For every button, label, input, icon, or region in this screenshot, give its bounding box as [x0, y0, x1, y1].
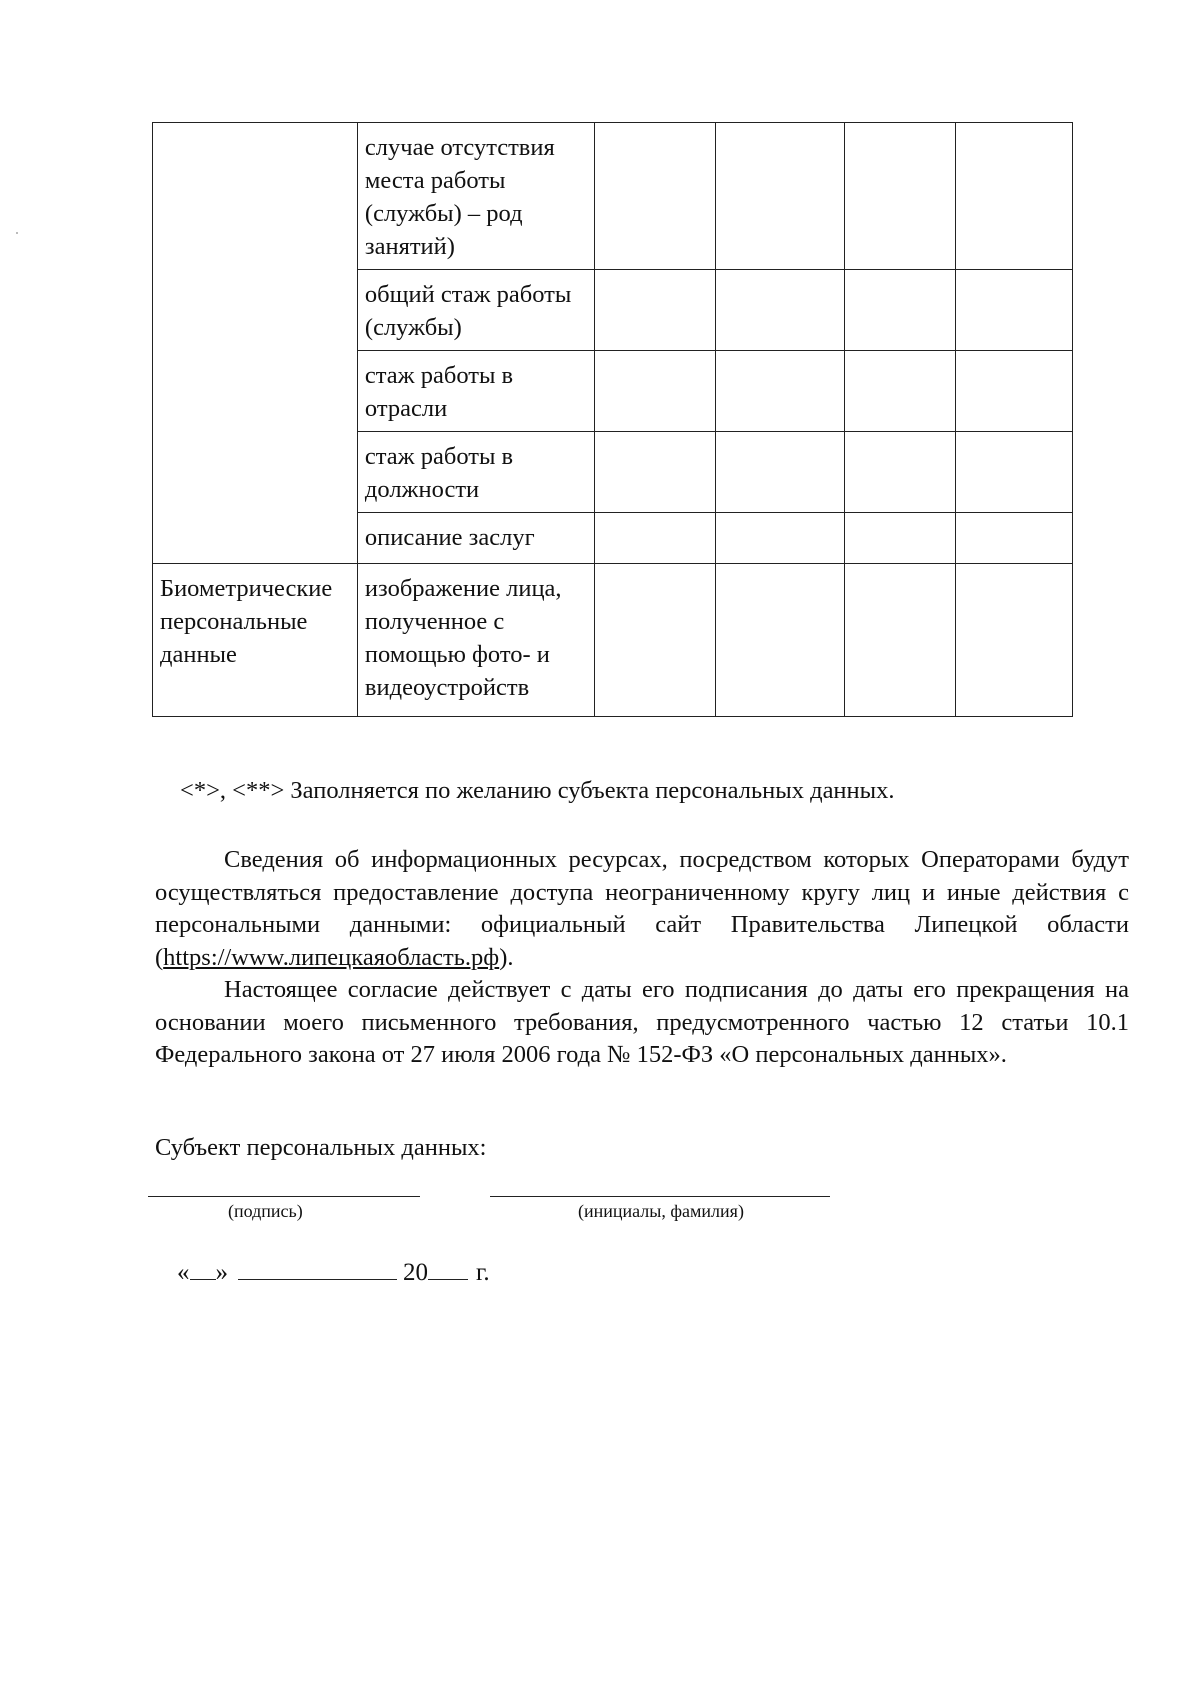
year-suffix: г.: [476, 1259, 490, 1286]
open-quote: «: [177, 1259, 190, 1286]
value-cell: [715, 270, 844, 351]
paragraph-text-end: ).: [499, 943, 514, 971]
paragraph-info-resources: [155, 844, 1129, 974]
footnote: <*>, <**> Заполняется по желанию субъекта персональных данных.: [180, 777, 895, 804]
value-cell: [956, 513, 1073, 564]
field-cell: общий стаж работы (службы): [357, 270, 594, 351]
value-cell: [956, 123, 1073, 270]
value-cell: [594, 123, 715, 270]
website-link[interactable]: https://www.липецкаяобласть.рф: [163, 943, 500, 971]
field-cell: стаж работы в должности: [357, 432, 594, 513]
value-cell: [594, 564, 715, 717]
close-quote: »: [215, 1259, 228, 1286]
value-cell: [594, 351, 715, 432]
value-cell: [956, 432, 1073, 513]
subject-label: Субъект персональных данных:: [155, 1134, 487, 1161]
value-cell: [715, 432, 844, 513]
value-cell: [844, 564, 955, 717]
value-cell: [956, 270, 1073, 351]
value-cell: [844, 432, 955, 513]
value-cell: [594, 432, 715, 513]
field-cell: случае отсутствия места работы (службы) – род занятий): [357, 123, 594, 270]
value-cell: [715, 564, 844, 717]
name-line: [490, 1196, 830, 1197]
value-cell: [956, 564, 1073, 717]
field-cell: изображение лица, полученное с помощью фото- и видеоустройств: [357, 564, 594, 717]
paragraph-consent-validity: [155, 974, 1129, 1072]
paragraph-text: Сведения об информационных ресурсах, посредством которых Операторами будут осуществляться предоставление доступа неограниченному кругу лиц и иные действия с персональными данными: официальный сайт Правительства Липецкой области (: [155, 846, 1129, 971]
value-cell: [844, 270, 955, 351]
value-cell: [715, 123, 844, 270]
field-cell: стаж работы в отрасли: [357, 351, 594, 432]
category-cell: Биометрические персональные данные: [153, 564, 358, 717]
table-row: [153, 564, 1073, 717]
personal-data-table: [152, 122, 1073, 717]
month-blank: [238, 1257, 397, 1280]
category-cell: [153, 123, 358, 564]
value-cell: [594, 513, 715, 564]
scan-speck: [16, 232, 18, 234]
paragraph-text: Настоящее согласие действует с даты его подписания до даты его прекращения на основании моего письменного требования, предусмотренного частью 12 статьи 10.1 Федерального закона от 27 июля 2006 года № 152-ФЗ «О персональных данных».: [155, 976, 1129, 1068]
signature-caption: (подпись): [228, 1201, 303, 1221]
year-prefix: 20: [403, 1259, 428, 1286]
value-cell: [715, 351, 844, 432]
value-cell: [844, 123, 955, 270]
value-cell: [844, 513, 955, 564]
value-cell: [844, 351, 955, 432]
name-caption: (инициалы, фамилия): [578, 1201, 744, 1221]
signature-line: [148, 1196, 420, 1197]
year-blank: [428, 1257, 468, 1280]
day-blank: [190, 1257, 216, 1280]
field-cell: описание заслуг: [357, 513, 594, 564]
date-line: [177, 1257, 490, 1287]
value-cell: [594, 270, 715, 351]
value-cell: [715, 513, 844, 564]
table-row: [153, 123, 1073, 270]
value-cell: [956, 351, 1073, 432]
